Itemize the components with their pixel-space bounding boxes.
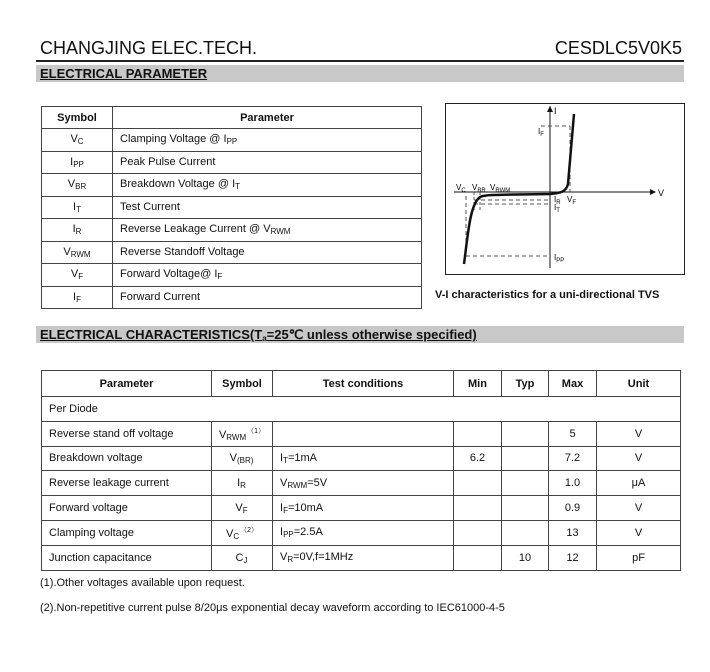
symbol-cell: $V_{RWM}^{(1)}$ <box>212 421 273 446</box>
column-header-symbol: Symbol <box>42 107 113 129</box>
max-cell: 12 <box>549 545 597 570</box>
footnote-1: (1).Other voltages available upon request. <box>40 577 245 589</box>
typ-cell <box>502 471 549 496</box>
column-header-unit: Unit <box>597 371 681 397</box>
max-cell: 7.2 <box>549 446 597 471</box>
symbol-cell: $I_R$ <box>42 219 113 242</box>
ir-label: $I_R$ <box>554 195 561 206</box>
symbol-cell: $I_{PP}$ <box>42 151 113 174</box>
parameter-row <box>42 151 422 174</box>
i-axis-arrow <box>547 106 553 112</box>
typ-cell <box>502 446 549 471</box>
part-number: CESDLC5V0K5 <box>554 38 682 58</box>
graph-caption: V-I characteristics for a uni-directional TVS <box>435 289 660 301</box>
v-axis-label: V <box>658 188 665 198</box>
typ-cell: 10 <box>502 545 549 570</box>
parameter-row <box>42 219 422 242</box>
footnote-2: (2).Non-repetitive current pulse 8/20μs exponential decay waveform according to IEC61000-4-5 <box>40 602 505 614</box>
min-cell: 6.2 <box>454 446 502 471</box>
parameter-row <box>42 286 422 309</box>
unit-cell: V <box>597 496 681 521</box>
test-condition-cell <box>273 421 454 446</box>
it-label: $I_T$ <box>554 203 560 214</box>
parameter-row <box>42 241 422 264</box>
parameter-cell: Clamping Voltage @ $I_{PP}$ <box>113 129 422 152</box>
unit-cell: pF <box>597 545 681 570</box>
column-header-parameter: Parameter <box>113 107 422 129</box>
parameter-row <box>42 174 422 197</box>
typ-cell <box>502 496 549 521</box>
max-cell: 13 <box>549 520 597 545</box>
vbr-label: $V_{BR}$ <box>472 183 486 194</box>
parameter-cell: Junction capacitance <box>42 545 212 570</box>
symbol-cell: $I_R$ <box>212 471 273 496</box>
parameter-cell: Peak Pulse Current <box>113 151 422 174</box>
parameter-cell: Breakdown voltage <box>42 446 212 471</box>
unit-cell: V <box>597 446 681 471</box>
column-header-max: Max <box>549 371 597 397</box>
characteristic-row <box>42 446 681 471</box>
test-condition-cell: $I_T=1mA$ <box>273 446 454 471</box>
parameter-cell: Reverse Leakage Current @ $V_{RWM}$ <box>113 219 422 242</box>
header-rule <box>36 60 684 62</box>
vc-label: $V_C$ <box>456 183 466 194</box>
symbol-cell: $V_{RWM}$ <box>42 241 113 264</box>
i-axis-label: I <box>554 106 557 116</box>
column-header-symbol: Symbol <box>212 371 273 397</box>
unit-cell: V <box>597 520 681 545</box>
symbol-cell: $V_F$ <box>42 264 113 287</box>
parameter-cell: Test Current <box>113 196 422 219</box>
symbol-cell: $V_C^{(2)}$ <box>212 520 273 545</box>
if-label: $I_F$ <box>538 127 544 138</box>
section-title-electrical-characteristics: ELECTRICAL $CHARACTERISTICS(T_a=25℃$ unless otherwise specified) <box>40 327 477 343</box>
ipp-label: $I_{PP}$ <box>554 253 565 264</box>
parameter-cell: Forward Voltage@ $I_F$ <box>113 264 422 287</box>
parameter-cell: Reverse Standoff Voltage <box>113 241 422 264</box>
characteristic-row <box>42 471 681 496</box>
max-cell: 1.0 <box>549 471 597 496</box>
symbol-cell: $V_C$ <box>42 129 113 152</box>
parameter-cell: Breakdown Voltage @ $I_T$ <box>113 174 422 197</box>
vrwm-label: $V_{RWM}$ <box>490 183 511 194</box>
column-header-test-conditions: Test conditions <box>273 371 454 397</box>
characteristics-table <box>41 370 681 571</box>
parameter-cell: Reverse stand off voltage <box>42 421 212 446</box>
parameter-table <box>41 106 422 309</box>
parameter-cell: Reverse leakage current <box>42 471 212 496</box>
characteristic-row <box>42 496 681 521</box>
max-cell: 5 <box>549 421 597 446</box>
group-row-per-diode: Per Diode <box>42 397 681 422</box>
parameter-cell: Forward voltage <box>42 496 212 521</box>
column-header-parameter: Parameter <box>42 371 212 397</box>
v-axis-arrow <box>650 189 656 195</box>
column-header-typ: Typ <box>502 371 549 397</box>
test-condition-cell: $I_F=10mA$ <box>273 496 454 521</box>
characteristic-row <box>42 545 681 570</box>
symbol-cell: $V_{BR}$ <box>42 174 113 197</box>
unit-cell: μA <box>597 471 681 496</box>
vi-characteristics-graph <box>445 103 685 275</box>
min-cell <box>454 545 502 570</box>
test-condition-cell: $V_{RWM}=5V$ <box>273 471 454 496</box>
characteristic-row <box>42 520 681 545</box>
parameter-cell: Clamping voltage <box>42 520 212 545</box>
column-header-min: Min <box>454 371 502 397</box>
symbol-cell: $C_J$ <box>212 545 273 570</box>
min-cell <box>454 421 502 446</box>
symbol-cell: $V_{(BR)}$ <box>212 446 273 471</box>
symbol-cell: $I_F$ <box>42 286 113 309</box>
max-cell: 0.9 <box>549 496 597 521</box>
parameter-row <box>42 196 422 219</box>
vf-label: $V_F$ <box>567 195 577 206</box>
characteristic-row <box>42 421 681 446</box>
parameter-row <box>42 264 422 287</box>
vi-curve-svg <box>446 104 684 274</box>
test-condition-cell: $I_{PP}=2.5A$ <box>273 520 454 545</box>
parameter-row <box>42 129 422 152</box>
company-name: CHANGJING ELEC.TECH. <box>40 38 258 58</box>
symbol-cell: $V_F$ <box>212 496 273 521</box>
symbol-cell: $I_T$ <box>42 196 113 219</box>
test-condition-cell: $V_R=0V,f=1MHz$ <box>273 545 454 570</box>
parameter-cell: Forward Current <box>113 286 422 309</box>
typ-cell <box>502 421 549 446</box>
min-cell <box>454 471 502 496</box>
typ-cell <box>502 520 549 545</box>
section-title-electrical-parameter: ELECTRICAL PARAMETER <box>40 66 208 81</box>
unit-cell: V <box>597 421 681 446</box>
min-cell <box>454 496 502 521</box>
min-cell <box>454 520 502 545</box>
